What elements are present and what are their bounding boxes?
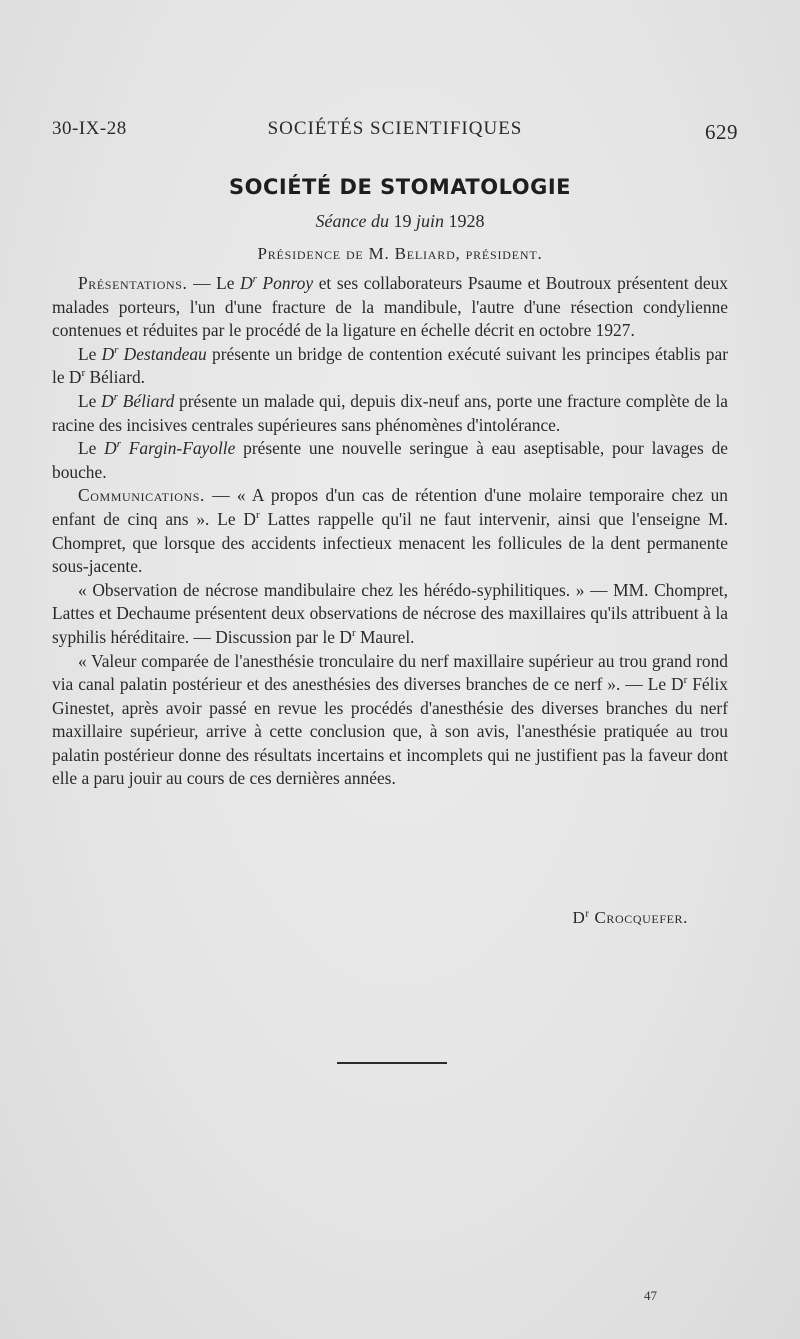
session-line (0, 211, 800, 232)
doctor-abbrev: D (240, 273, 253, 293)
doctor-abbrev: D (101, 390, 114, 411)
text-run: présente un malade qui, depuis dix-neuf ans, porte une fracture complète de la racine des incisives centrales supérieures sans phénomènes d'intolérance. (52, 390, 728, 435)
text-run: présente une nouvelle seringue à eau aseptisable, pour lavages de bouche. (52, 438, 728, 482)
signature (572, 908, 688, 928)
doctor-abbrev: D (101, 343, 115, 364)
section-lead: Présentations. (78, 273, 188, 293)
text-run: Le (78, 438, 105, 459)
person-name: Ponroy (256, 273, 314, 293)
text-run: Maurel. (355, 626, 415, 647)
page-number: 629 (705, 120, 738, 144)
running-title: SOCIÉTÉS SCIENTIFIQUES (267, 118, 523, 139)
header-date: 30-IX-28 (52, 118, 127, 139)
running-header (52, 118, 738, 148)
superscript: r (81, 367, 86, 380)
signature-name: Crocquefer. (589, 908, 688, 927)
doctor-abbrev: D (572, 908, 586, 927)
text-run: « Valeur comparée de l'anesthésie tronculaire du nerf maxillaire supérieur au trou grand rond via canal palatin postérieur et des anesthésies des diverses branches de ce nerf ». — Le D (52, 650, 728, 695)
text-run: — Le (187, 273, 241, 293)
presidence-line: Présidence de M. Beliard, président. (257, 244, 543, 263)
superscript: r (351, 627, 356, 640)
session-month: juin (415, 211, 444, 231)
superscript: r (116, 438, 121, 451)
superscript: r (113, 391, 118, 404)
person-name: Destandeau (118, 343, 207, 364)
text-run: — « A propos d'un cas de rétention d'une molaire temporaire chez un enfant de cinq ans ». Le D (52, 485, 728, 529)
superscript: r (585, 907, 590, 920)
text-run: Le (78, 390, 102, 411)
person-name: Fargin-Fayolle (120, 438, 236, 459)
paragraph-fargin (52, 437, 728, 484)
session-label: Séance du (315, 211, 389, 231)
superscript: r (114, 343, 119, 356)
paragraph-anesthesie (52, 650, 728, 792)
footer-number: 47 (644, 1288, 657, 1303)
paragraph-destandeau (52, 343, 728, 390)
superscript: r (252, 273, 257, 286)
article-body (52, 272, 728, 791)
text-run: et ses collaborateurs Psaume et Boutroux présentent deux malades porteurs, l'un d'une fracture de la mandibule, l'autre d'une résection condylienne contenues et réduites par le procédé de la ligature en échelle décrit en octobre 1927. (52, 273, 728, 341)
text-run: Béliard. (85, 367, 146, 388)
text-run: Lattes rappelle qu'il ne faut intervenir, ainsi que l'enseigne M. Chompret, que lorsque des accidents infectieux menacent les follicules de la dent permanente sous-jacente. (52, 508, 728, 577)
article-title: SOCIÉTÉ DE STOMATOLOGIE (229, 175, 571, 199)
session-year: 1928 (448, 211, 485, 231)
superscript: r (255, 509, 260, 522)
text-run: présente un bridge de contention exécuté suivant les principes établis par le D (52, 343, 729, 388)
section-lead: Communications. (78, 485, 205, 506)
text-run: Le (78, 343, 102, 364)
text-run: « Observation de nécrose mandibulaire chez les hérédo-syphilitiques. » — MM. Chompret, Lattes et Dechaume présentent deux observations de nécrose des maxillaires qu'ils attribuent à la syphilis héréditaire. — Discussion par le D (52, 579, 728, 647)
doctor-abbrev: D (104, 438, 117, 459)
superscript: r (683, 674, 688, 687)
session-day: 19 (393, 211, 412, 231)
paragraph-communications (52, 484, 728, 578)
paragraph-presentations (52, 272, 728, 343)
text-run: Félix Ginestet, après avoir passé en revue les procédés d'anesthésie des diverses branches du nerf maxillaire supérieur, arrive à cette conclusion que, à son avis, l'anesthésie pratiquée au trou palatin postérieur donne des résultats incertains et incomplets qui ne justifient pas la faveur dont elle a paru jouir au cours de ces dernières années. (52, 674, 728, 789)
paragraph-beliard (52, 390, 728, 437)
section-divider (337, 1062, 447, 1064)
paragraph-necrose (52, 579, 728, 650)
person-name: Béliard (117, 390, 175, 411)
